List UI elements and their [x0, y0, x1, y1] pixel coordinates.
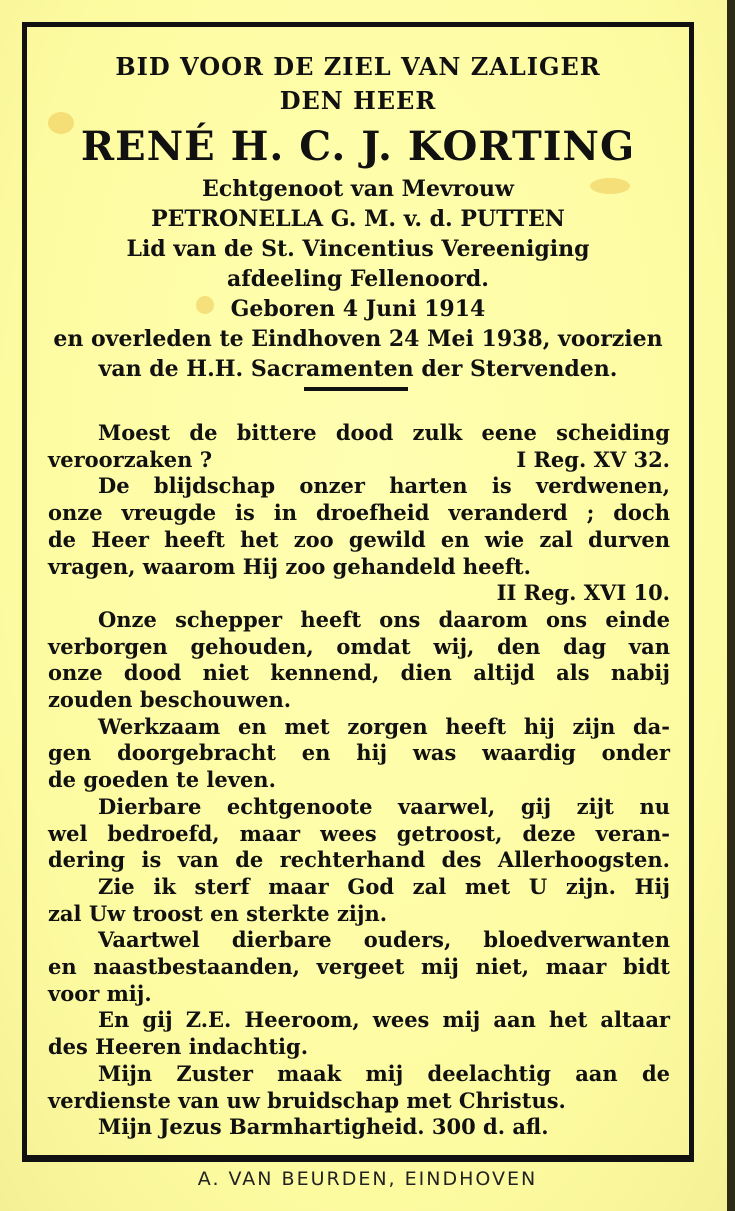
birth-line: Geboren 4 Juni 1914: [230, 296, 486, 322]
prayer-heading: BID VOOR DE ZIEL VAN ZALIGER: [115, 52, 601, 81]
deceased-name: RENÉ H. C. J. KORTING: [80, 123, 636, 170]
text-line: onze vreugde is in droefheid veranderd ; doch: [48, 500, 670, 526]
text-line: de goeden te leven.: [48, 767, 276, 793]
section-line: afdeeling Fellenoord.: [227, 266, 489, 292]
text-line: zal Uw troost en sterkte zijn.: [48, 900, 388, 926]
text-line: wel bedroefd, maar wees getroost, deze veran-: [48, 820, 670, 846]
membership-line: Lid van de St. Vincentius Vereeniging: [126, 236, 590, 262]
text-line: des Heeren indachtig.: [48, 1034, 309, 1060]
separator-line: [304, 387, 408, 391]
memorial-text: [48, 420, 670, 1141]
text-line: zouden beschouwen.: [48, 687, 292, 713]
scripture-reference: II Reg. XVI 10.: [496, 580, 670, 606]
text-line: Vaartwel dierbare ouders, bloedverwanten: [98, 927, 670, 953]
text-line: Werkzaam en met zorgen heeft hij zijn da-: [98, 713, 670, 739]
spouse-intro: Echtgenoot van Mevrouw: [202, 176, 514, 202]
text-line: verdienste van uw bruidschap met Christus.: [48, 1087, 566, 1113]
death-line: en overleden te Eindhoven 24 Mei 1938, voorzien: [53, 326, 663, 352]
text-line: Dierbare echtgenoote vaarwel, gij zijt nu: [98, 793, 670, 819]
text-line: [48, 447, 670, 474]
text-line: voor mij.: [48, 980, 152, 1006]
text-fragment: veroorzaken ?: [48, 446, 213, 472]
text-line: vragen, waarom Hij zoo gehandeld heeft.: [48, 553, 531, 579]
printer-credit: A. VAN BEURDEN, EINDHOVEN: [197, 1168, 538, 1190]
text-line: Moest de bittere dood zulk eene scheiding: [98, 420, 670, 445]
text-line: de Heer heeft het zoo gewild en wie zal durven: [48, 526, 670, 552]
spouse-name: PETRONELLA G. M. v. d. PUTTEN: [151, 206, 565, 232]
text-line: Zie ik sterf maar God zal met U zijn. Hij: [98, 873, 670, 899]
text-line: verborgen gehouden, omdat wij, den dag van: [48, 633, 670, 659]
text-line: En gij Z.E. Heeroom, wees mij aan het altaar: [98, 1007, 670, 1033]
text-line: onze dood niet kennend, dien altijd als nabij: [48, 660, 670, 686]
scripture-reference: I Reg. XV 32.: [516, 446, 670, 472]
text-line: dering is van de rechterhand des Allerhoogsten.: [48, 847, 670, 873]
text-line: Mijn Zuster maak mij deelachtig aan de: [98, 1060, 670, 1086]
text-line: Mijn Jezus Barmhartigheid. 300 d. afl.: [98, 1114, 549, 1140]
text-line: en naastbestaanden, vergeet mij niet, maar bidt: [48, 954, 670, 980]
bottom-rule: [22, 1158, 694, 1162]
title-line: DEN HEER: [279, 86, 437, 115]
memorial-header: [30, 50, 686, 384]
text-line: De blijdschap onzer harten is verdwenen,: [98, 473, 670, 499]
card-edge: [727, 0, 735, 1211]
text-line: gen doorgebracht en hij was waardig onder: [48, 740, 670, 766]
sacraments-line: van de H.H. Sacramenten der Stervenden.: [98, 356, 618, 382]
text-line: Onze schepper heeft ons daarom ons einde: [98, 606, 670, 632]
